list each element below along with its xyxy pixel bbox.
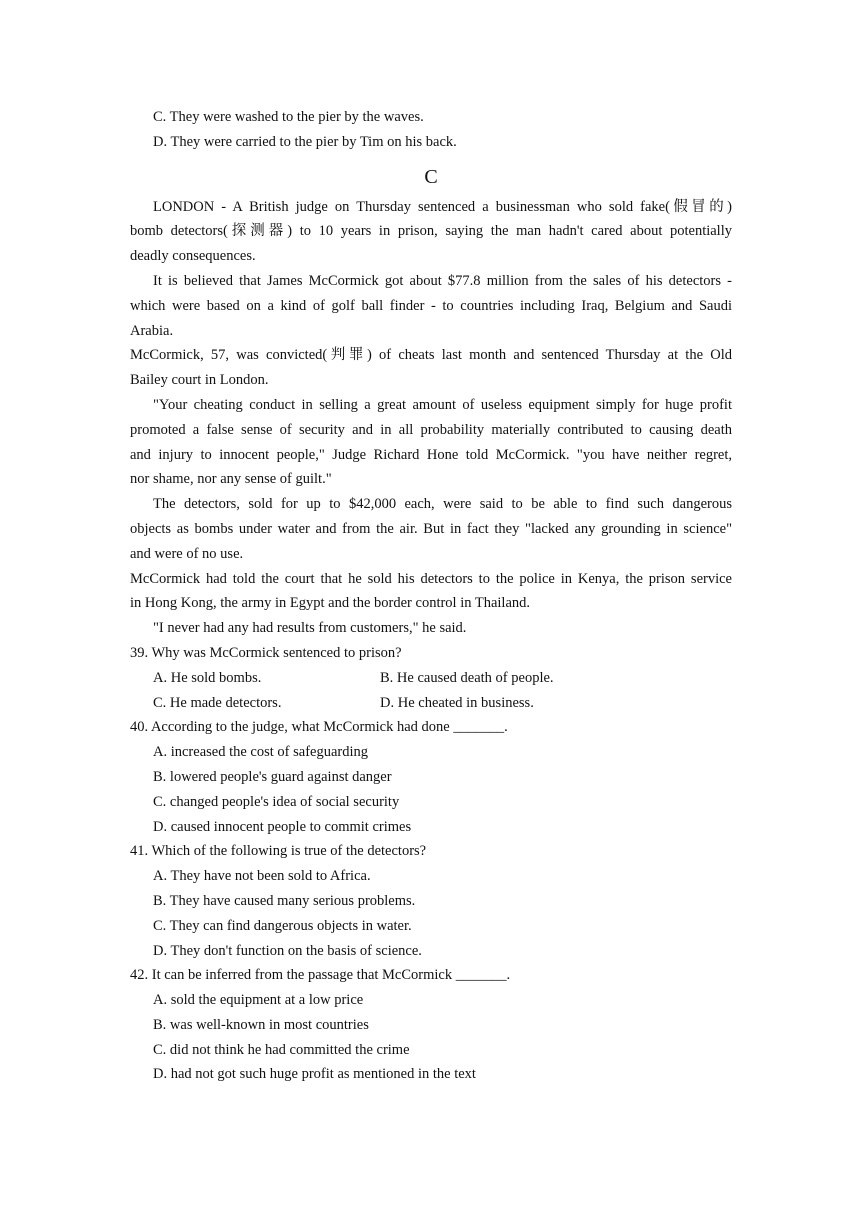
passage-line: which were based on a kind of golf ball finder - to countries including Iraq, Belgium and Saudi xyxy=(130,297,732,314)
option-a: A. increased the cost of safeguarding xyxy=(153,744,369,761)
option-d: D. He cheated in business. xyxy=(380,694,534,711)
question-39 xyxy=(130,641,732,715)
option-b: B. lowered people's guard against danger xyxy=(153,768,392,785)
option-row xyxy=(130,666,732,691)
option-b: B. He caused death of people. xyxy=(380,669,554,686)
passage-line: Arabia. xyxy=(130,322,174,339)
passage xyxy=(130,195,732,641)
question-42 xyxy=(130,963,732,1087)
option-a: A. They have not been sold to Africa. xyxy=(153,868,371,885)
option-b: B. was well-known in most countries xyxy=(153,1016,369,1033)
question-stem: 41. Which of the following is true of the detectors? xyxy=(130,843,427,860)
question-40 xyxy=(130,715,732,839)
prev-option-c: C. They were washed to the pier by the waves. xyxy=(153,109,424,125)
passage-line: "I never had any had results from customers," he said. xyxy=(153,620,467,637)
option-d: D. They don't function on the basis of science. xyxy=(153,942,422,959)
question-41 xyxy=(130,839,732,963)
passage-line: "Your cheating conduct in selling a great amount of useless equipment simply for huge profit xyxy=(153,396,732,413)
option-c: C. changed people's idea of social security xyxy=(153,793,400,810)
option-a: A. sold the equipment at a low price xyxy=(153,992,364,1009)
option-a: A. He sold bombs. xyxy=(153,669,262,686)
option-d: D. caused innocent people to commit crimes xyxy=(153,818,412,835)
passage-line: McCormick, 57, was convicted(判罪) of cheats last month and sentenced Thursday at the Old xyxy=(130,347,732,364)
passage-line: deadly consequences. xyxy=(130,248,256,265)
passage-line: nor shame, nor any sense of guilt." xyxy=(130,471,332,488)
question-stem: 40. According to the judge, what McCormick had done _______. xyxy=(130,719,508,736)
question-stem: 39. Why was McCormick sentenced to prison? xyxy=(130,644,402,661)
section-heading: C xyxy=(424,165,438,188)
passage-line: and were of no use. xyxy=(130,545,244,562)
option-b: B. They have caused many serious problems. xyxy=(153,892,416,909)
option-c: C. He made detectors. xyxy=(153,694,282,711)
passage-line: and injury to innocent people," Judge Richard Hone told McCormick. "you have neither regret, xyxy=(130,446,732,463)
passage-line: The detectors, sold for up to $42,000 each, were said to be able to find such dangerous xyxy=(153,496,732,513)
passage-line: Bailey court in London. xyxy=(130,372,269,389)
page-content xyxy=(130,105,732,1087)
question-stem: 42. It can be inferred from the passage that McCormick _______. xyxy=(130,967,511,984)
option-row xyxy=(130,691,732,716)
passage-line: bomb detectors(探测器) to 10 years in prison, saying the man hadn't cared about potentially xyxy=(130,223,732,240)
option-d: D. had not got such huge profit as mentioned in the text xyxy=(153,1066,476,1083)
prev-option-d: D. They were carried to the pier by Tim on his back. xyxy=(153,133,457,150)
option-c: C. They can find dangerous objects in water. xyxy=(153,917,412,934)
passage-line: promoted a false sense of security and in all probability materially contributed to causing death xyxy=(130,421,732,438)
passage-line: LONDON - A British judge on Thursday sentenced a businessman who sold fake(假冒的) xyxy=(153,198,732,215)
passage-line: McCormick had told the court that he sold his detectors to the police in Kenya, the prison service xyxy=(130,570,732,587)
passage-line: in Hong Kong, the army in Egypt and the border control in Thailand. xyxy=(130,595,531,612)
passage-line: objects as bombs under water and from the air. But in fact they "lacked any grounding in science" xyxy=(130,520,732,537)
option-c: C. did not think he had committed the crime xyxy=(153,1041,410,1058)
passage-line: It is believed that James McCormick got about $77.8 million from the sales of his detectors - xyxy=(153,272,732,289)
